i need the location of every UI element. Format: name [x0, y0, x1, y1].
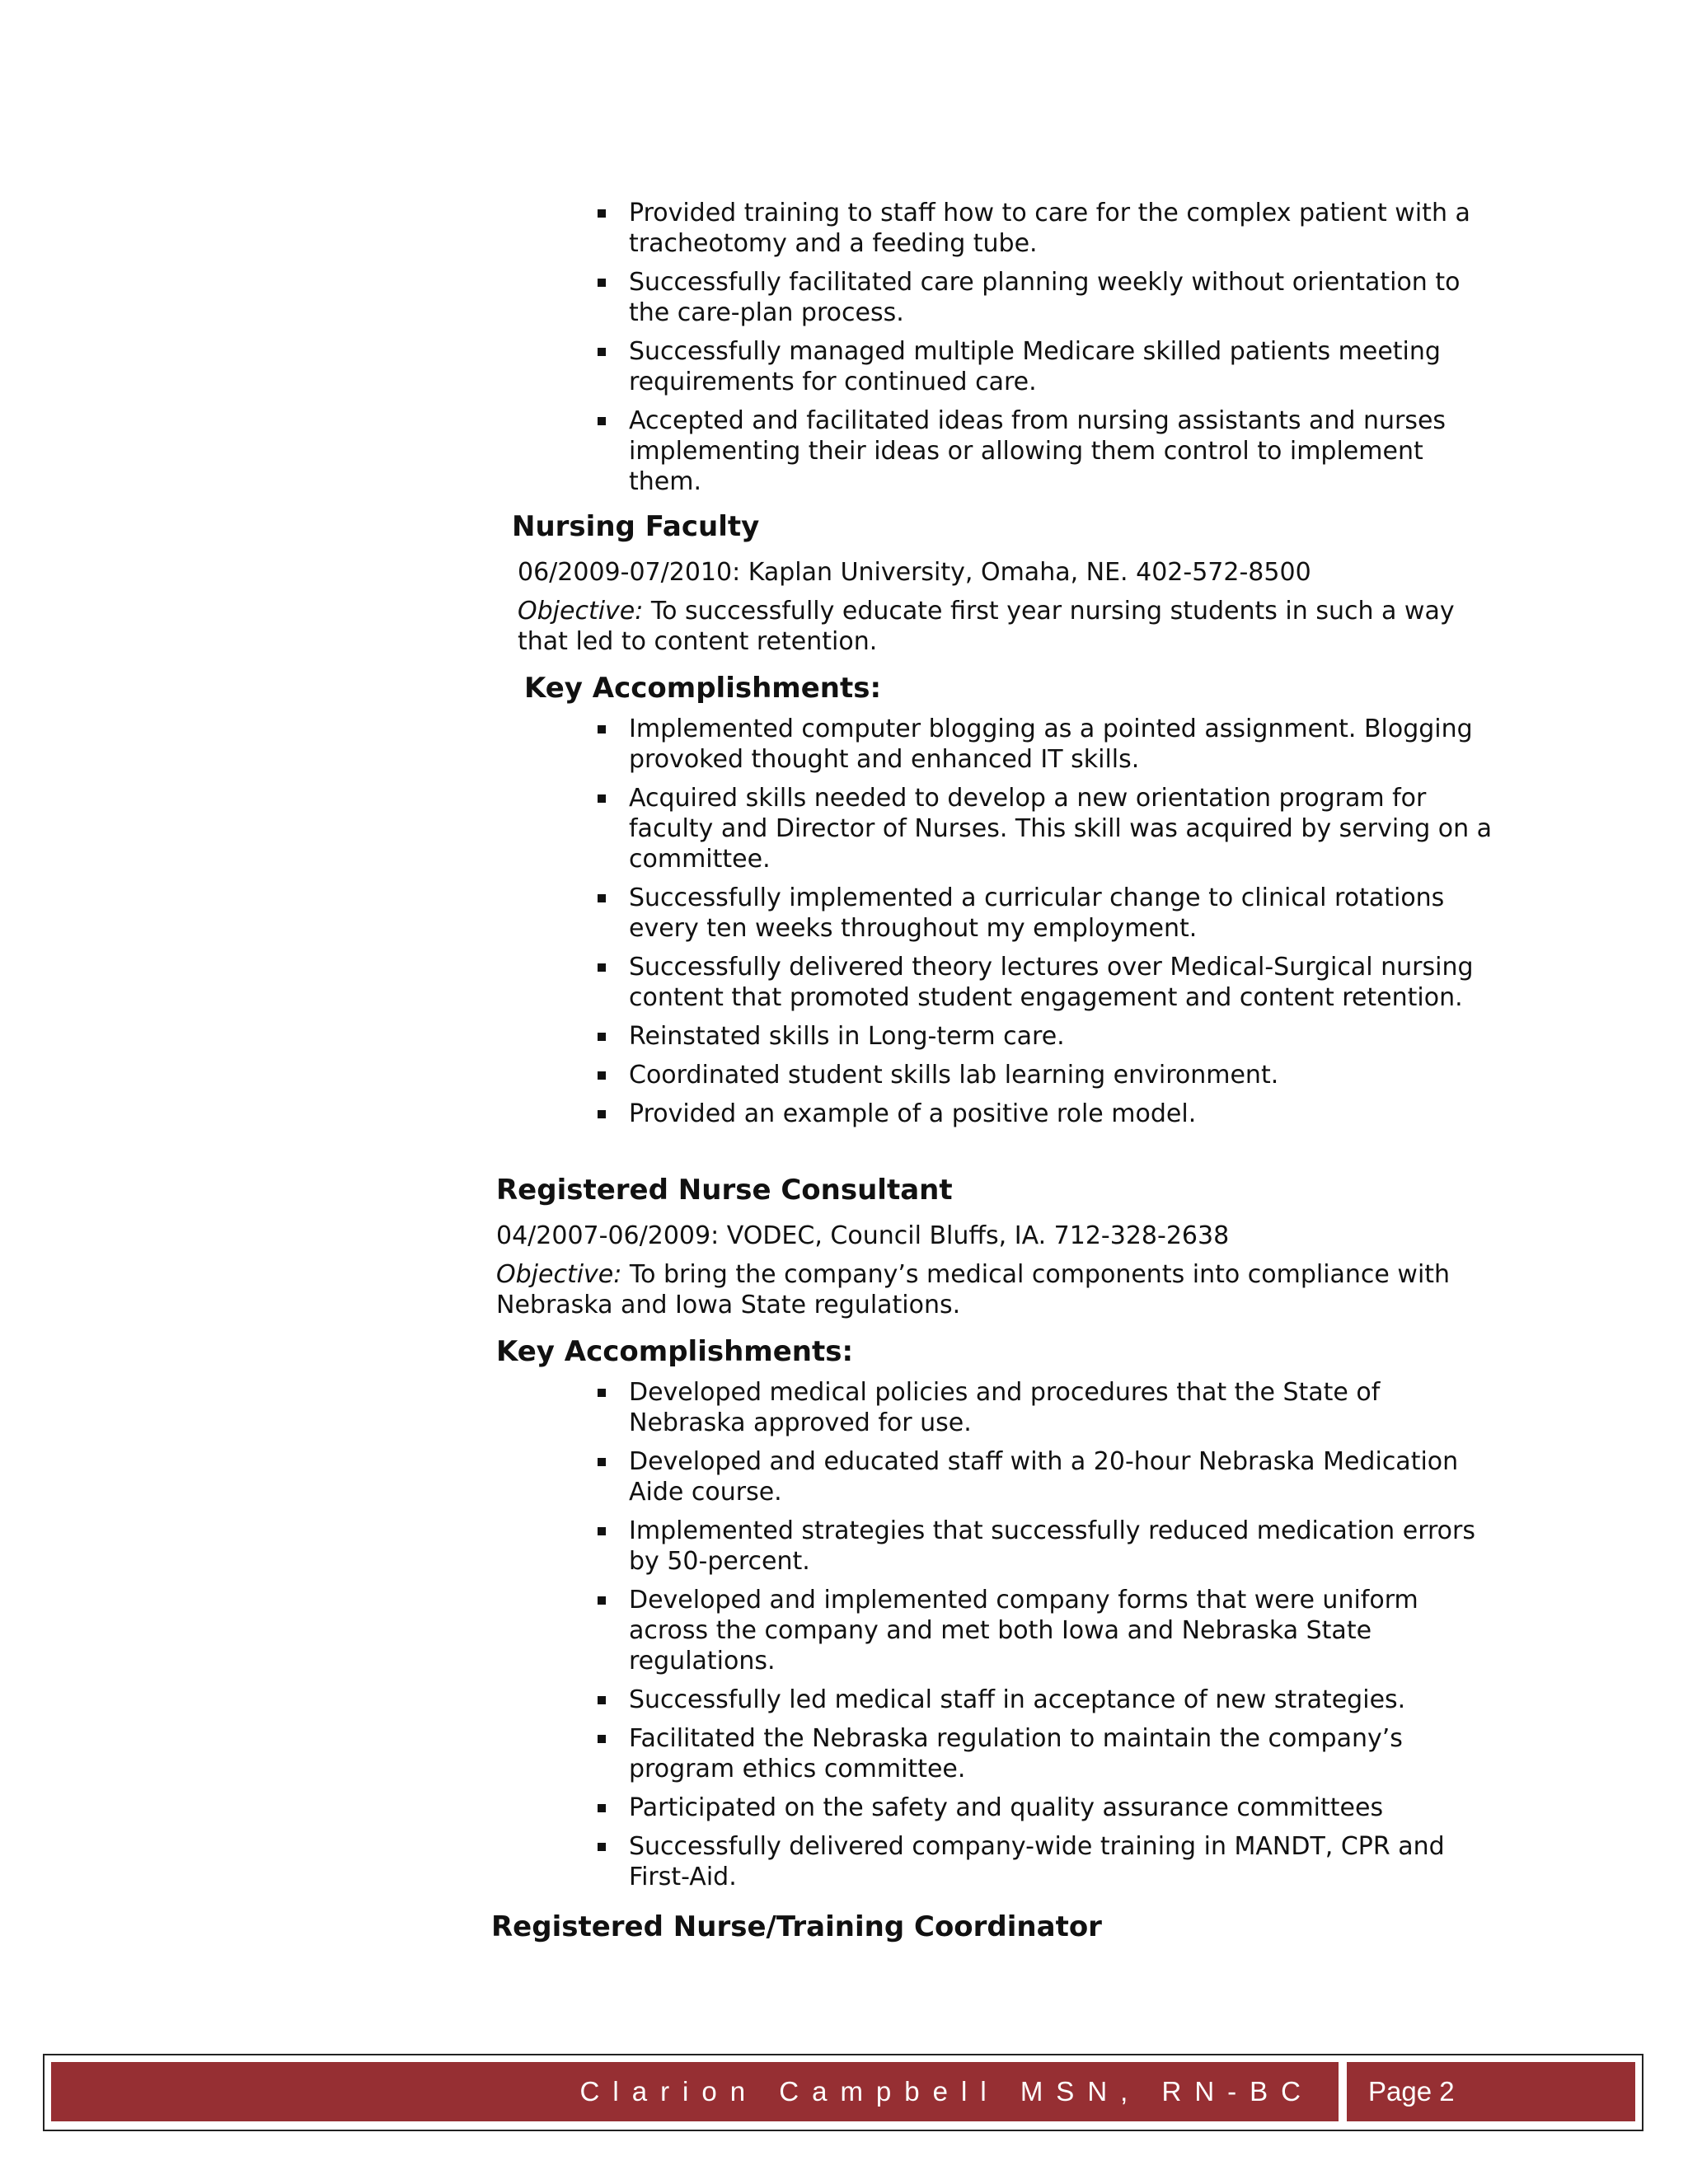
square-bullet-icon [598, 1033, 606, 1041]
key-accomplishments-heading: Key Accomplishments: [496, 1335, 854, 1368]
list-item: Reinstated skills in Long-term care. [598, 1021, 1496, 1052]
square-bullet-icon [598, 725, 606, 733]
job-objective [496, 1259, 1485, 1320]
list-item: Acquired skills needed to develop a new orientation program for faculty and Director of Nurses. This skill was acquired by serving on a committee. [598, 783, 1496, 874]
list-item: Implemented strategies that successfully reduced medication errors by 50-percent. [598, 1516, 1496, 1577]
square-bullet-icon [598, 963, 606, 972]
list-item: Developed medical policies and procedures that the State of Nebraska approved for use. [598, 1377, 1496, 1438]
list-item: Successfully led medical staff in acceptance of new strategies. [598, 1685, 1496, 1715]
square-bullet-icon [598, 1735, 606, 1743]
footer-author-name: Clarion Campbell MSN, RN-BC [51, 2062, 1339, 2121]
list-item: Successfully delivered company-wide training in MANDT, CPR and First-Aid. [598, 1831, 1496, 1892]
list-item: Provided training to staff how to care for the complex patient with a tracheotomy and a feeding tube. [598, 198, 1496, 259]
square-bullet-icon [598, 894, 606, 902]
list-item: Provided an example of a positive role model. [598, 1099, 1496, 1129]
key-accomplishments-heading: Key Accomplishments: [524, 672, 882, 705]
list-item: Successfully implemented a curricular change to clinical rotations every ten weeks throughout my employment. [598, 883, 1496, 944]
list-item: Participated on the safety and quality assurance committees [598, 1793, 1496, 1823]
objective-text: To successfully educate first year nursing students in such a way that led to content retention. [518, 597, 1455, 656]
square-bullet-icon [598, 1843, 606, 1851]
job-objective [518, 596, 1490, 657]
square-bullet-icon [598, 348, 606, 356]
square-bullet-icon [598, 1596, 606, 1605]
list-item: Developed and implemented company forms that were uniform across the company and met both Iowa and Nebraska State regulations. [598, 1585, 1496, 1676]
objective-text: To bring the company’s medical components into compliance with Nebraska and Iowa State regulations. [496, 1260, 1451, 1319]
previous-job-accomplishments-list [598, 198, 1496, 505]
job-title-registered-nurse-consultant: Registered Nurse Consultant [496, 1174, 953, 1207]
job-dates-employer: 06/2009-07/2010: Kaplan University, Omaha, NE. 402-572-8500 [518, 558, 1311, 587]
square-bullet-icon [598, 794, 606, 803]
square-bullet-icon [598, 1804, 606, 1812]
job-title-registered-nurse-training-coordinator: Registered Nurse/Training Coordinator [491, 1910, 1102, 1943]
job-dates-employer: 04/2007-06/2009: VODEC, Council Bluffs, IA. 712-328-2638 [496, 1221, 1230, 1250]
square-bullet-icon [598, 1389, 606, 1397]
list-item: Successfully managed multiple Medicare skilled patients meeting requirements for continued care. [598, 336, 1496, 397]
job-title-nursing-faculty: Nursing Faculty [512, 510, 760, 543]
square-bullet-icon [598, 417, 606, 425]
list-item: Developed and educated staff with a 20-hour Nebraska Medication Aide course. [598, 1446, 1496, 1507]
key-accomplishments-list [598, 714, 1496, 1137]
list-item: Facilitated the Nebraska regulation to maintain the company’s program ethics committee. [598, 1723, 1496, 1784]
list-item: Successfully facilitated care planning weekly without orientation to the care-plan process. [598, 267, 1496, 328]
list-item: Implemented computer blogging as a pointed assignment. Blogging provoked thought and enhanced IT skills. [598, 714, 1496, 775]
square-bullet-icon [598, 1527, 606, 1535]
square-bullet-icon [598, 1458, 606, 1466]
objective-label: Objective: [496, 1260, 622, 1289]
square-bullet-icon [598, 209, 606, 218]
list-item: Coordinated student skills lab learning environment. [598, 1060, 1496, 1090]
square-bullet-icon [598, 1110, 606, 1118]
square-bullet-icon [598, 1071, 606, 1080]
footer-page-number: Page 2 [1347, 2062, 1635, 2121]
square-bullet-icon [598, 279, 606, 287]
key-accomplishments-list [598, 1377, 1496, 1900]
objective-label: Objective: [518, 597, 644, 626]
list-item: Successfully delivered theory lectures over Medical-Surgical nursing content that promoted student engagement and content retention. [598, 952, 1496, 1013]
list-item: Accepted and facilitated ideas from nursing assistants and nurses implementing their ideas or allowing them control to implement them. [598, 405, 1496, 497]
square-bullet-icon [598, 1696, 606, 1704]
